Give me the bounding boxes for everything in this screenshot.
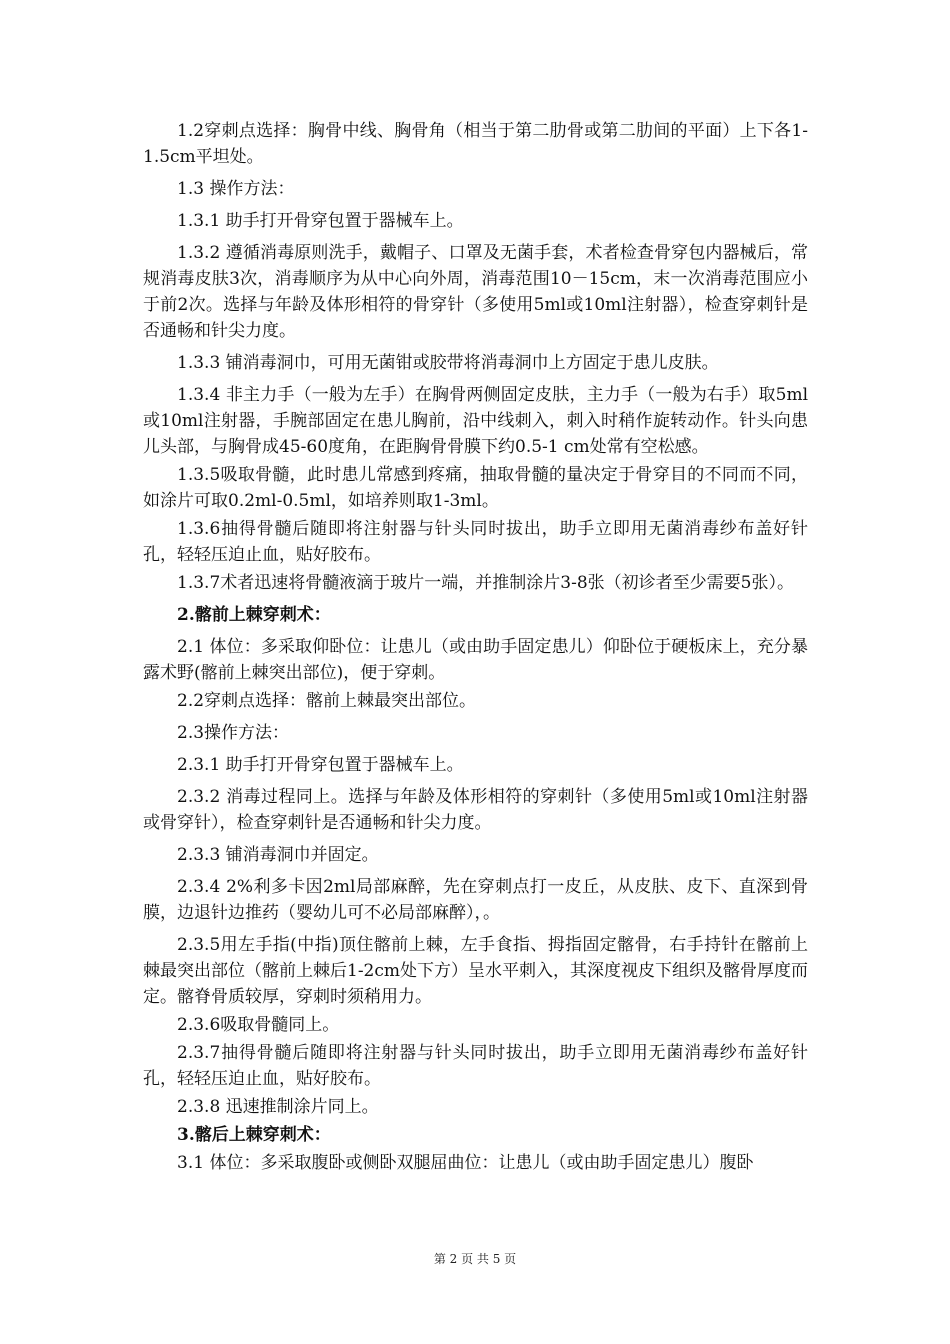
paragraph-1-3-5: 1.3.5吸取骨髓，此时患儿常感到疼痛，抽取骨髓的量决定于骨穿目的不同而不同，如涂片可取0.2ml-0.5ml，如培养则取1-3ml。 [143, 465, 808, 511]
paragraph-2-3-7: 2.3.7抽得骨髓后随即将注射器与针头同时拔出，助手立即用无菌消毒纱布盖好针孔，轻轻压迫止血，贴好胶布。 [143, 1043, 808, 1089]
paragraph-1-3-6: 1.3.6抽得骨髓后随即将注射器与针头同时拔出，助手立即用无菌消毒纱布盖好针孔，轻轻压迫止血，贴好胶布。 [143, 519, 808, 565]
paragraph-1-3-1: 1.3.1 助手打开骨穿包置于器械车上。 [177, 211, 464, 231]
document-body [143, 118, 808, 1182]
paragraph-2-3-5: 2.3.5用左手指(中指)顶住髂前上棘，左手食指、拇指固定髂骨，右手持针在髂前上棘最突出部位（髂前上棘后1-2cm处下方）呈水平刺入，其深度视皮下组织及髂骨厚度而定。髂脊骨质较厚，穿刺时须稍用力。 [143, 935, 809, 1007]
paragraph-1-3-3: 1.3.3 铺消毒洞巾，可用无菌钳或胶带将消毒洞巾上方固定于患儿皮肤。 [177, 353, 719, 373]
section-heading-2: 2.髂前上棘穿刺术： [177, 605, 331, 625]
paragraph-2-3: 2.3操作方法： [177, 723, 290, 743]
paragraph-1-3-2: 1.3.2 遵循消毒原则洗手，戴帽子、口罩及无菌手套，术者检查骨穿包内器械后，常规消毒皮肤3次，消毒顺序为从中心向外周，消毒范围10－15cm，末一次消毒范围应小于前2次。选择与年龄及体形相符的骨穿针（多使用5ml或10ml注射器），检查穿刺针是否通畅和针尖力度。 [143, 243, 808, 341]
page-footer: 第 2 页 共 5 页 [433, 1252, 517, 1266]
paragraph-2-3-3: 2.3.3 铺消毒洞巾并固定。 [177, 845, 379, 865]
paragraph-2-3-1: 2.3.1 助手打开骨穿包置于器械车上。 [177, 755, 464, 775]
section-heading-3: 3.髂后上棘穿刺术： [177, 1125, 331, 1145]
paragraph-1-3-7: 1.3.7术者迅速将骨髓液滴于玻片一端，并推制涂片3-8张（初诊者至少需要5张）。 [177, 573, 794, 593]
paragraph-1-2: 1.2穿刺点选择：胸骨中线、胸骨角（相当于第二肋骨或第二肋间的平面）上下各1-1.5cm平坦处。 [143, 121, 808, 167]
paragraph-2-3-2: 2.3.2 消毒过程同上。选择与年龄及体形相符的穿刺针（多使用5ml或10ml注射器或骨穿针），检查穿刺针是否通畅和针尖力度。 [143, 787, 808, 833]
paragraph-2-3-8: 2.3.8 迅速推制涂片同上。 [177, 1097, 379, 1117]
paragraph-2-1: 2.1 体位：多采取仰卧位：让患儿（或由助手固定患儿）仰卧位于硬板床上，充分暴露术野(髂前上棘突出部位)，便于穿刺。 [143, 637, 808, 683]
paragraph-1-3: 1.3 操作方法： [177, 179, 295, 199]
paragraph-3-1: 3.1 体位：多采取腹卧或侧卧双腿屈曲位：让患儿（或由助手固定患儿）腹卧 [177, 1153, 754, 1173]
paragraph-2-3-6: 2.3.6吸取骨髓同上。 [177, 1015, 340, 1035]
paragraph-2-2: 2.2穿刺点选择：髂前上棘最突出部位。 [177, 691, 477, 711]
paragraph-2-3-4: 2.3.4 2%利多卡因2ml局部麻醉，先在穿刺点打一皮丘，从皮肤、皮下、直深到骨膜，边退针边推药（婴幼儿可不必局部麻醉），。 [143, 877, 808, 923]
paragraph-1-3-4: 1.3.4 非主力手（一般为左手）在胸骨两侧固定皮肤，主力手（一般为右手）取5ml或10ml注射器，手腕部固定在患儿胸前，沿中线刺入，刺入时稍作旋转动作。针头向患儿头部，与胸骨成45-60度角，在距胸骨骨膜下约0.5-1 cm处常有空松感。 [143, 385, 808, 457]
